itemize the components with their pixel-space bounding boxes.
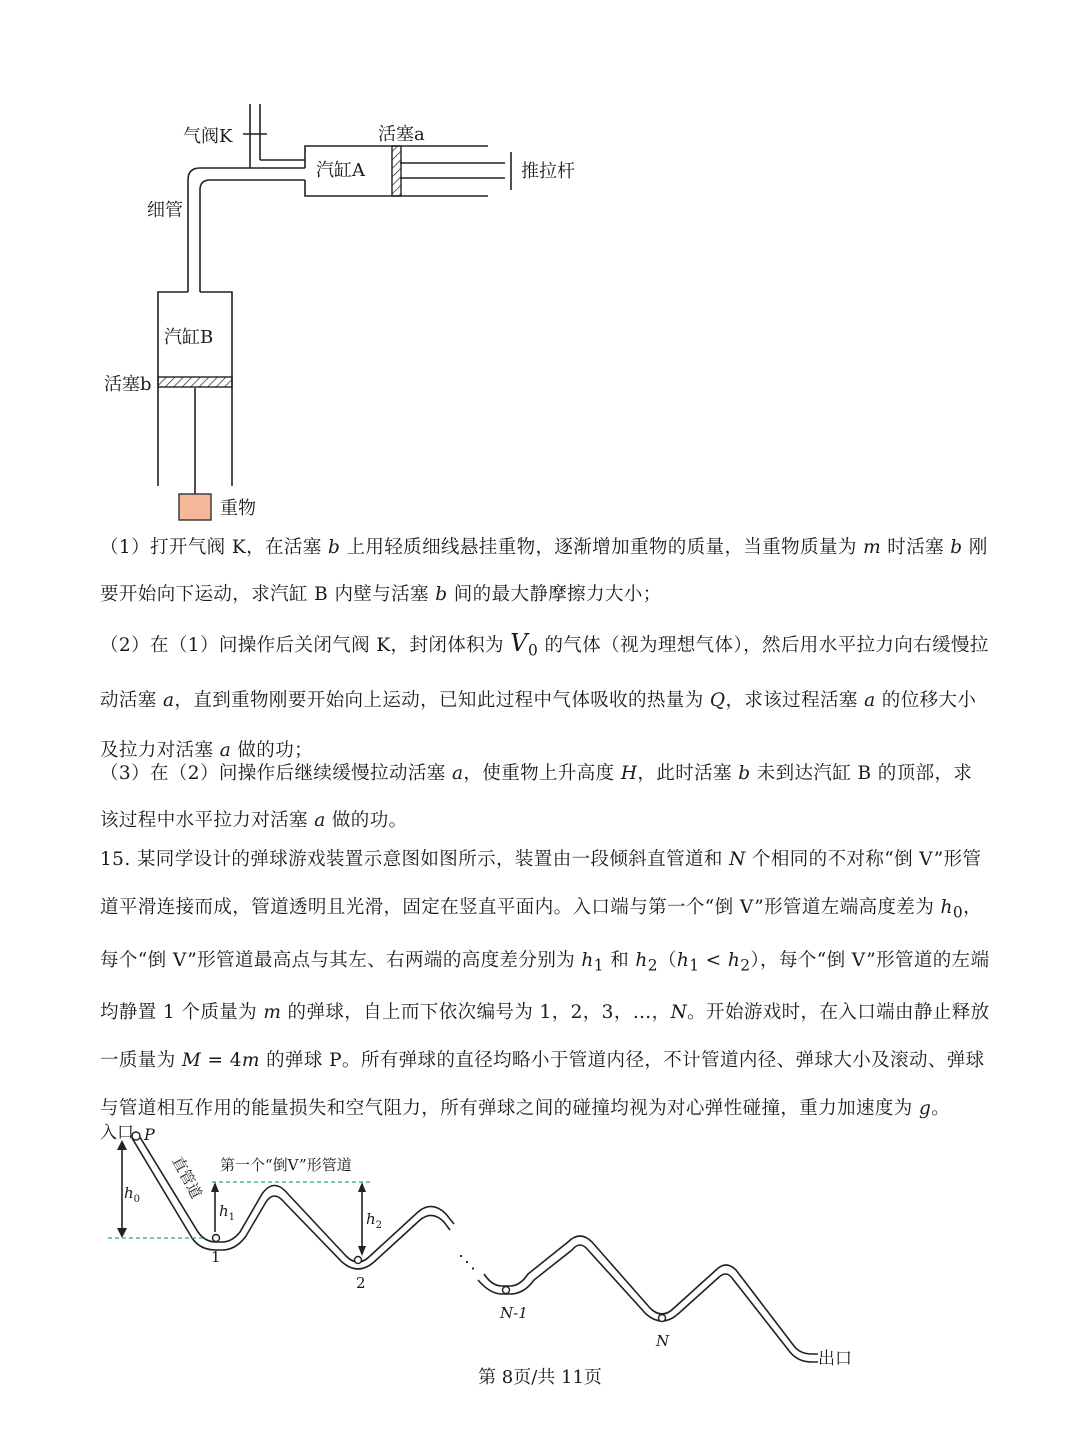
piston-a-label: 活塞a: [378, 124, 425, 145]
piston-b-label: 活塞b: [104, 374, 152, 395]
pipe-outer: [138, 1134, 454, 1262]
ball-1-label: 1: [211, 1248, 221, 1266]
ball-n-label: N: [656, 1332, 670, 1350]
question-1: （1）打开气阀 K，在活塞 b 上用轻质细线悬挂重物，逐渐增加重物的质量，当重物质量为 m 时活塞 b 刚要开始向下运动，求汽缸 B 内壁与活塞 b 间的最大静摩擦力大小；: [100, 537, 988, 605]
ball-n-1-label: N-1: [500, 1304, 528, 1322]
ball-1: [213, 1235, 220, 1242]
question-3: （3）在（2）问操作后继续缓慢拉动活塞 a，使重物上升高度 H，此时活塞 b 未到达汽缸 B 的顶部，求该过程中水平拉力对活塞 a 做的功。: [100, 763, 973, 831]
weight-block: [179, 494, 211, 520]
entry-label: 入口: [100, 1123, 134, 1143]
h1-label: $h_1$: [219, 1202, 236, 1223]
tube-label: 细管: [147, 200, 183, 221]
ellipsis-mark: ⋱: [458, 1252, 476, 1273]
weight-label: 重物: [220, 498, 256, 519]
straight-pipe-label: 直管道: [168, 1153, 206, 1202]
pipe-outer-2: [484, 1236, 818, 1354]
cylinder-a-label: 汽缸A: [316, 160, 365, 181]
piston-a: [392, 146, 401, 196]
ball-n: [659, 1315, 666, 1322]
ball-2-label: 2: [356, 1274, 366, 1292]
thin-tube-inner: [200, 180, 305, 292]
exit-label: 出口: [818, 1349, 852, 1369]
question-15: 15. 某同学设计的弹球游戏装置示意图如图所示，装置由一段倾斜直管道和 N 个相同的不对称“倒 V”形管道平滑连接而成，管道透明且光滑，固定在竖直平面内。入口端与第一个“倒 V”形管道左端高度差为 $h_0$，每个“倒 V”形管道最高点与其左、右两端的高度差分别为 $h_1$ 和 $h_2(h_1 < h_2)$，每个“倒 V”形管道的左端均静置 1 个质量为 m 的弹球，自上而下依次编号为 1，2，3，…，N。开始游戏时，在入口端由静止释放一质量为 M = 4m 的弹球 P。所有弹球的直径均略小于管道内径，不计管道内径、弹球大小及滚动、弹球与管道相互作用的能量损失和空气阻力，所有弹球之间的碰撞均视为对心弹性碰撞，重力加速度为 g。: [100, 849, 990, 1120]
thin-tube-outer: [188, 168, 305, 292]
ball-n-1: [503, 1287, 510, 1294]
first-v-label: 第一个“倒V”形管道: [220, 1156, 352, 1174]
cylinder-b-label: 汽缸B: [164, 327, 214, 348]
ball-2: [355, 1257, 362, 1264]
h2-label: $h_2$: [366, 1210, 383, 1231]
ball-p-label: P: [144, 1125, 155, 1144]
valve-label: 气阀K: [183, 126, 233, 147]
cylinder-figure: [0, 0, 1080, 530]
pinball-figure: [0, 1120, 1080, 1380]
question-2: （2）在（1）问操作后关闭气阀 K，封闭体积为 $V_0$ 的气体（视为理想气体），然后用水平拉力向右缓慢拉动活塞 a，直到重物刚要开始向上运动，已知此过程中气体吸收的热量为 Q，求该过程活塞 a 的位移大小及拉力对活塞 a 做的功；: [100, 629, 989, 761]
page-footer: 第 8页/共 11页: [478, 1367, 602, 1388]
h0-label: $h_0$: [124, 1184, 141, 1205]
rod-label: 推拉杆: [521, 161, 575, 182]
piston-b: [158, 377, 232, 387]
pipe-inner-2: [478, 1245, 818, 1362]
